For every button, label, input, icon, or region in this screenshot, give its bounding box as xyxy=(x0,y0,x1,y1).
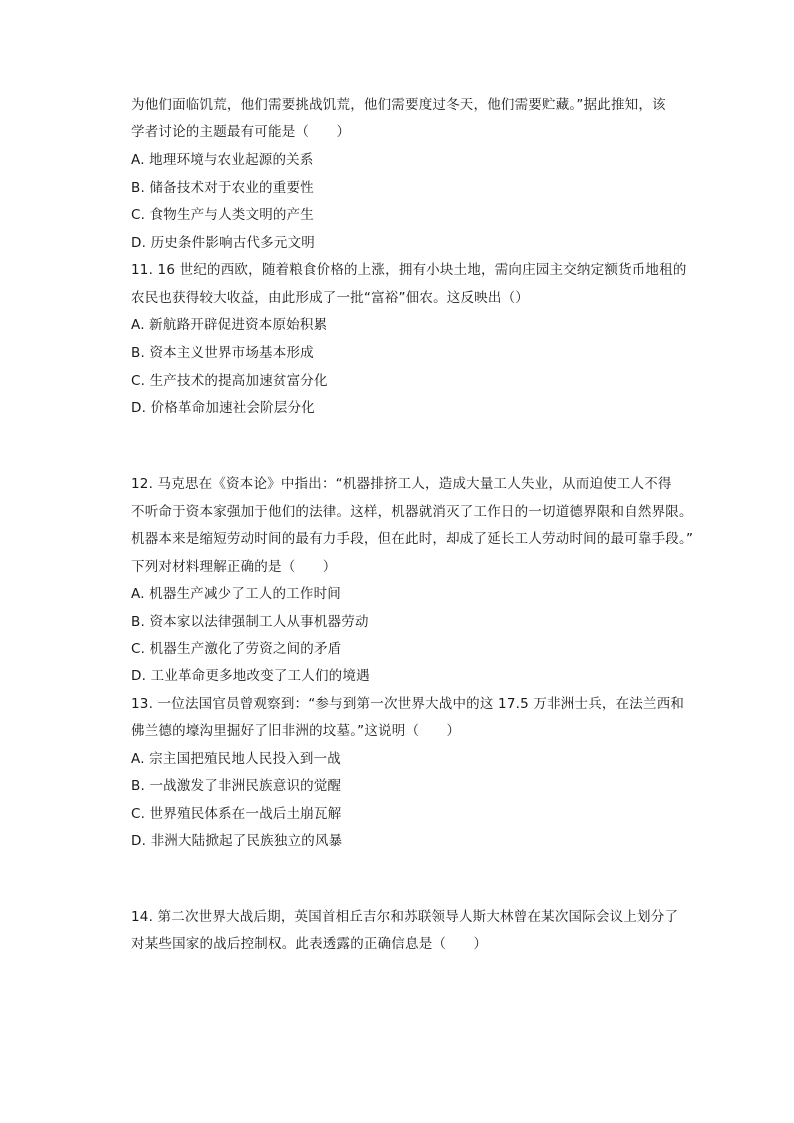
q10-option-d: D. 历史条件影响古代多元文明 xyxy=(131,235,315,251)
q10-stem-line-1: 为他们面临饥荒，他们需要挑战饥荒，他们需要度过冬天，他们需要贮藏。”据此推知，该 xyxy=(131,97,666,113)
q11-option-d: D. 价格革命加速社会阶层分化 xyxy=(131,400,315,416)
q12-stem-line-1: 12. 马克思在《资本论》中指出：“机器排挤工人，造成大量工人失业，从而迫使工人不得 xyxy=(131,476,672,492)
q11-option-c: C. 生产技术的提高加速贫富分化 xyxy=(131,373,328,389)
q14-stem-line-2: 对某些国家的战后控制权。此表透露的正确信息是（ ） xyxy=(131,936,488,952)
q10-stem-line-2: 学者讨论的主题最有可能是（ ） xyxy=(131,124,351,140)
q13-stem-line-2: 佛兰德的壕沟里掘好了旧非洲的坟墓。”这说明（ ） xyxy=(131,723,461,739)
q13-option-b: B. 一战激发了非洲民族意识的觉醒 xyxy=(131,778,342,794)
q11-option-a: A. 新航路开辟促进资本原始积累 xyxy=(131,317,328,333)
q13-option-a: A. 宗主国把殖民地人民投入到一战 xyxy=(131,751,341,767)
q12-option-d: D. 工业革命更多地改变了工人们的境遇 xyxy=(131,668,370,684)
q11-stem-line-2: 农民也获得较大收益，由此形成了一批“富裕”佃农。这反映出（） xyxy=(131,290,529,306)
q12-stem-line-2: 不听命于资本家强加于他们的法律。这样，机器就消灭了工作日的一切道德界限和自然界限。 xyxy=(131,504,693,520)
q12-option-c: C. 机器生产激化了劳资之间的矛盾 xyxy=(131,641,342,657)
q12-option-b: B. 资本家以法律强制工人从事机器劳动 xyxy=(131,614,369,630)
q13-option-c: C. 世界殖民体系在一战后土崩瓦解 xyxy=(131,806,342,822)
q10-option-a: A. 地理环境与农业起源的关系 xyxy=(131,152,314,168)
q11-option-b: B. 资本主义世界市场基本形成 xyxy=(131,345,314,361)
q11-stem-line-1: 11. 16 世纪的西欧，随着粮食价格的上涨，拥有小块土地，需向庄园主交纳定额货币地租的 xyxy=(131,262,687,278)
q10-option-c: C. 食物生产与人类文明的产生 xyxy=(131,207,315,223)
q13-option-d: D. 非洲大陆掀起了民族独立的风暴 xyxy=(131,833,343,849)
q13-stem-line-1: 13. 一位法国官员曾观察到：“参与到第一次世界大战中的这 17.5 万非洲士兵，在法兰西和 xyxy=(131,696,685,712)
q12-option-a: A. 机器生产减少了工人的工作时间 xyxy=(131,586,341,602)
q12-stem-line-3: 机器本来是缩短劳动时间的最有力手段，但在此时，却成了延长工人劳动时间的最可靠手段。” xyxy=(131,531,694,547)
q14-stem-line-1: 14. 第二次世界大战后期，英国首相丘吉尔和苏联领导人斯大林曾在某次国际会议上划分了 xyxy=(131,909,679,925)
q10-option-b: B. 储备技术对于农业的重要性 xyxy=(131,180,314,196)
q12-stem-line-4: 下列对材料理解正确的是（ ） xyxy=(131,559,337,575)
